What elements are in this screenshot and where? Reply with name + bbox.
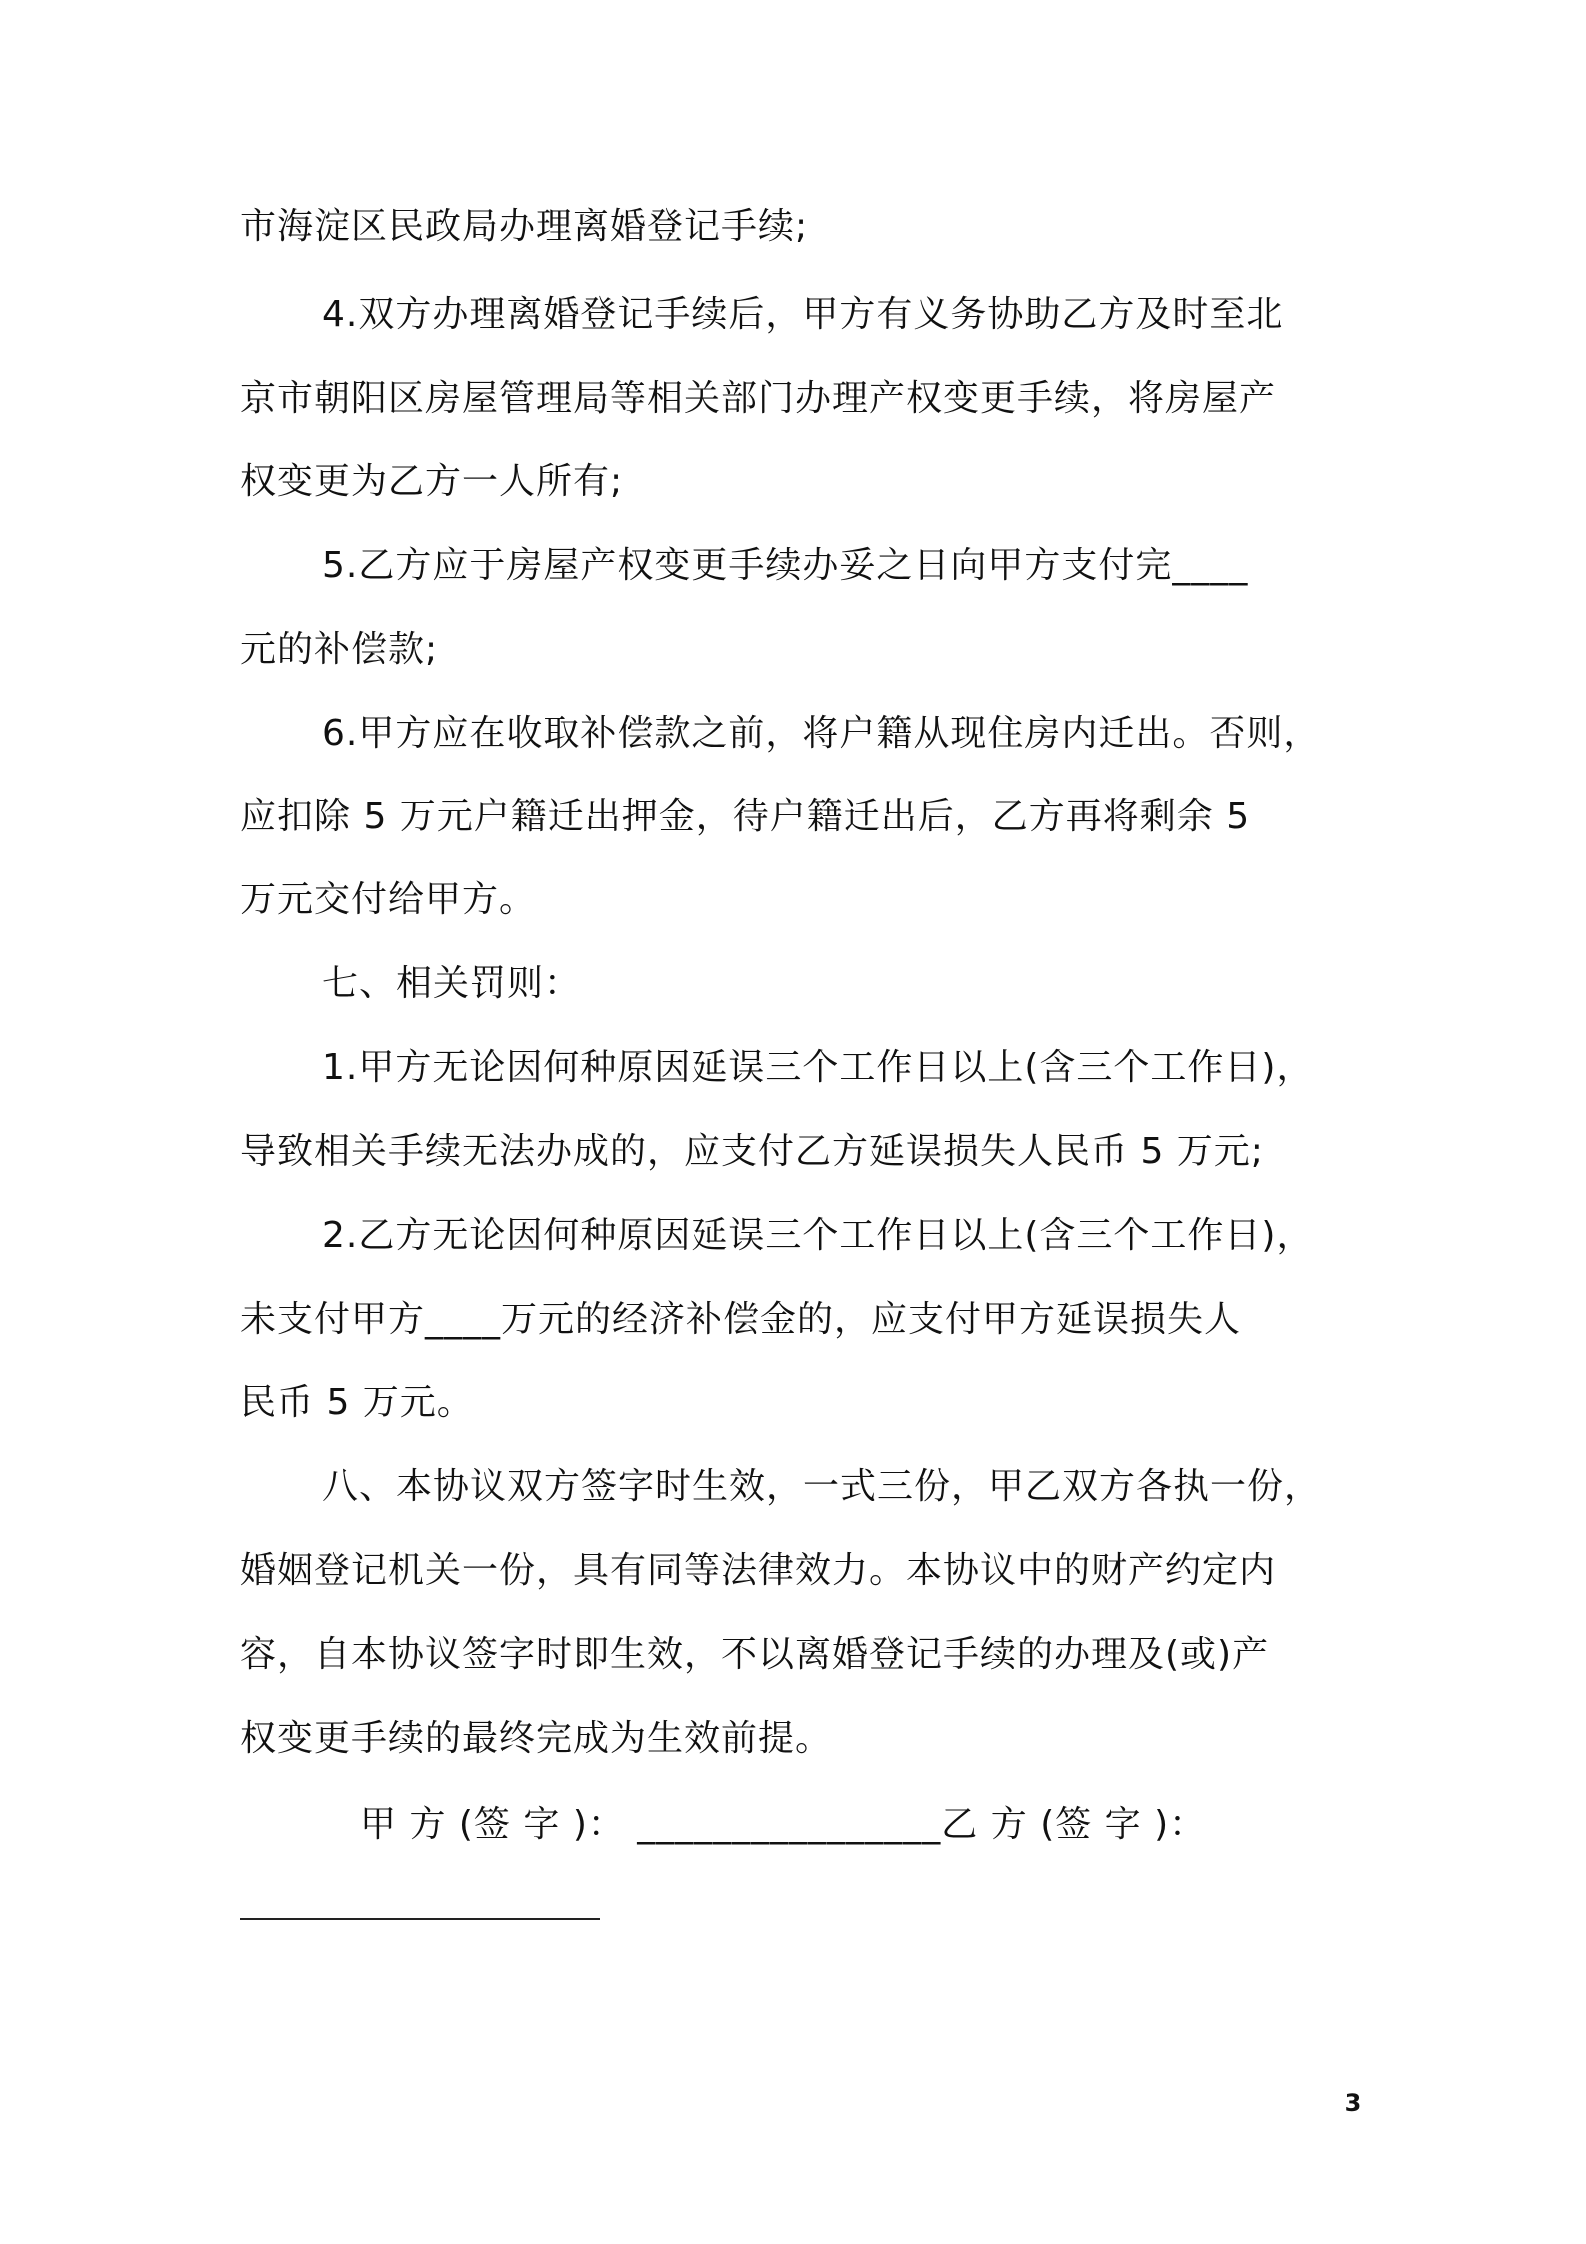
clause-6-line-1: 6.甲方应在收取补偿款之前，将户籍从现住房内迁出。否则， xyxy=(322,713,1321,754)
penalty-1-line-2: 导致相关手续无法办成的，应支付乙方延误损失人民币 5 万元; xyxy=(240,1131,1264,1172)
signature-line: 甲 方 (签 字 )： ________________乙 方 (签 字 )： xyxy=(360,1804,1207,1845)
clause-4-line-3: 权变更为乙方一人所有; xyxy=(240,461,624,502)
penalty-1-line-1: 1.甲方无论因何种原因延误三个工作日以上(含三个工作日)， xyxy=(322,1047,1314,1088)
section-7-heading: 七、相关罚则： xyxy=(322,963,582,1004)
penalty-2-line-3: 民币 5 万元。 xyxy=(240,1382,474,1423)
section-8-line-2: 婚姻登记机关一份，具有同等法律效力。本协议中的财产约定内 xyxy=(240,1550,1277,1591)
page-number: 3 xyxy=(1344,2089,1362,2117)
section-8-line-4: 权变更手续的最终完成为生效前提。 xyxy=(240,1718,833,1759)
section-8-line-1: 八、本协议双方签字时生效，一式三份，甲乙双方各执一份， xyxy=(322,1466,1322,1507)
clause-4-line-1: 4.双方办理离婚登记手续后，甲方有义务协助乙方及时至北 xyxy=(322,294,1284,335)
clause-6-line-2: 应扣除 5 万元户籍迁出押金，待户籍迁出后，乙方再将剩余 5 xyxy=(240,796,1251,837)
clause-5-line-2: 元的补偿款; xyxy=(240,629,439,670)
penalty-2-line-2: 未支付甲方____万元的经济补偿金的，应支付甲方延误损失人 xyxy=(240,1299,1242,1340)
text-line-1: 市海淀区民政局办理离婚登记手续; xyxy=(240,206,809,247)
clause-6-line-3: 万元交付给甲方。 xyxy=(240,879,537,920)
penalty-2-line-1: 2.乙方无论因何种原因延误三个工作日以上(含三个工作日)， xyxy=(322,1215,1314,1256)
clause-4-line-2: 京市朝阳区房屋管理局等相关部门办理产权变更手续，将房屋产 xyxy=(240,378,1277,419)
clause-5-line-1: 5.乙方应于房屋产权变更手续办妥之日向甲方支付完____ xyxy=(322,545,1249,586)
signature-underline xyxy=(240,1918,600,1920)
section-8-line-3: 容，自本协议签字时即生效，不以离婚登记手续的办理及(或)产 xyxy=(240,1634,1270,1675)
